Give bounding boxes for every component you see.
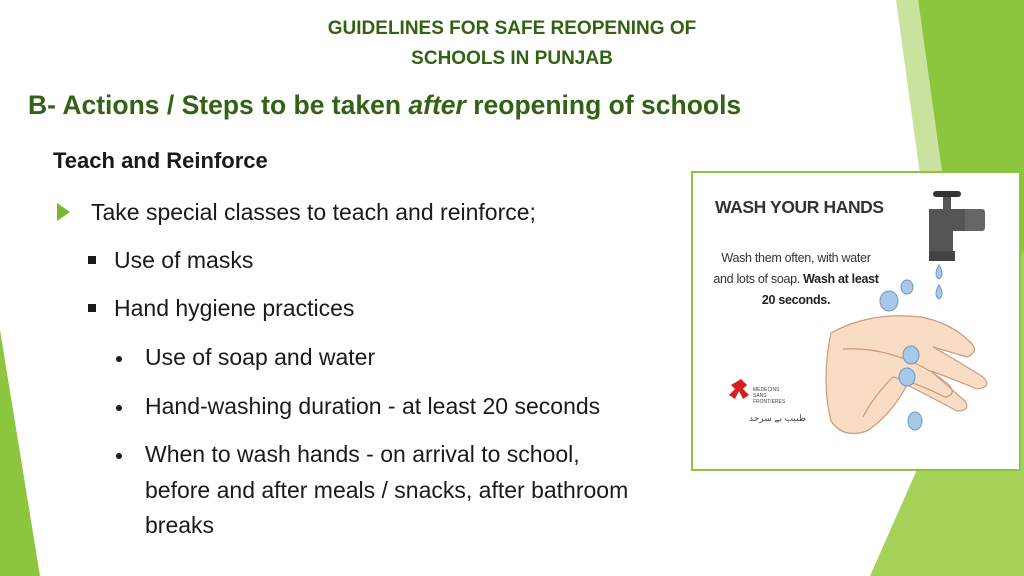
sub-sub-item-when-line-2: before and after meals / snacks, after bathroom xyxy=(145,477,629,503)
poster-text-plain: Wash them often, with water and lots of soap. xyxy=(713,251,871,286)
subtitle-before: B- Actions / Steps to be taken xyxy=(28,90,409,120)
subtitle-after: reopening of schools xyxy=(465,90,742,120)
header-line-1: GUIDELINES FOR SAFE REOPENING OF xyxy=(327,18,697,39)
sub-sub-item-when-line-3: breaks xyxy=(145,512,215,538)
msf-logo-icon xyxy=(729,379,749,399)
slide-subtitle xyxy=(28,90,741,121)
left-green-stripe xyxy=(0,330,40,576)
main-bullet-text: Take special classes to teach and reinforce; xyxy=(91,199,536,225)
poster-text-bold: Wash at least 20 seconds. xyxy=(761,272,879,307)
square-bullet-icon xyxy=(88,304,96,312)
header-line-2: SCHOOLS IN PUNJAB xyxy=(411,48,613,69)
hands-washing-icon xyxy=(693,173,1019,469)
subtitle-emphasis: after xyxy=(408,90,466,120)
sub-sub-item-soap: Use of soap and water xyxy=(145,344,376,370)
dot-bullet-icon xyxy=(116,453,122,459)
dot-bullet-icon xyxy=(116,356,122,362)
urdu-text: طبیب بے سرحد xyxy=(749,413,807,423)
sub-sub-item-duration: Hand-washing duration - at least 20 seconds xyxy=(145,393,601,419)
sub-sub-item-when-line-1: When to wash hands - on arrival to school, xyxy=(145,441,580,467)
faucet-icon xyxy=(929,191,985,261)
triangle-bullet-icon xyxy=(57,203,70,221)
sub-item-hand-hygiene: Hand hygiene practices xyxy=(114,295,355,321)
square-bullet-icon xyxy=(88,256,96,264)
dot-bullet-icon xyxy=(116,405,122,411)
logo-text: MEDECINS SANS FRONTIERES xyxy=(753,387,786,405)
poster-title: WASH YOUR HANDS xyxy=(715,197,884,217)
wash-hands-poster xyxy=(691,171,1021,471)
section-heading: Teach and Reinforce xyxy=(53,148,268,173)
slide-header xyxy=(262,14,762,74)
sub-item-masks: Use of masks xyxy=(114,247,254,273)
